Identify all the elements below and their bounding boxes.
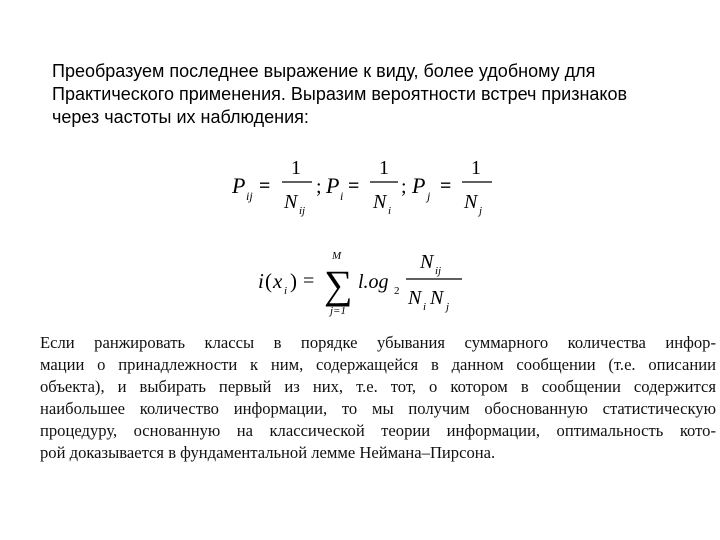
formula2-open-paren: (: [265, 269, 272, 293]
formula1-num-2: 1: [379, 158, 389, 179]
formula2-eq: =: [303, 270, 315, 292]
formula2-num-sub: ij: [435, 265, 442, 277]
formula2-log-base: 2: [394, 285, 400, 297]
paragraph-line: процедуру, основанную на классической теории информации, оптимальность кото-: [40, 421, 716, 440]
formula1-sep-2: ;: [401, 176, 407, 198]
formula1-den-2-sub: i: [388, 205, 392, 217]
formula1-p-j-sub: j: [427, 189, 431, 203]
formula2-den-n1: N: [408, 287, 422, 309]
formula2-num-n: N: [420, 251, 434, 273]
information-formula: [258, 248, 468, 320]
formula1-p-i-sub: i: [340, 189, 344, 203]
paragraph-line: Если ранжировать классы в порядке убывания суммарного количества инфор-: [40, 333, 716, 352]
formula2-i: i: [258, 269, 264, 293]
formula1-eq-1: =: [259, 175, 271, 197]
formula2-x: x: [273, 269, 283, 293]
formula2-lower-limit: j=1: [330, 305, 346, 317]
formula2-den-n2: N: [430, 287, 444, 309]
intro-line: Практического применения. Выразим вероятности встреч признаков: [52, 84, 628, 104]
formula1-num-3: 1: [471, 158, 481, 179]
paragraph-line: наибольшее количество информации, то мы получим обоснованную статистическую: [40, 399, 716, 418]
formula2-upper-limit: M: [332, 250, 342, 262]
formula1-num-1: 1: [291, 158, 301, 179]
formula2-x-sub: i: [284, 285, 288, 297]
formula1-den-3-n: N: [464, 191, 478, 213]
formula1-p-i: P: [326, 173, 340, 198]
formula1-p-ij: P: [232, 173, 246, 198]
formula1-eq-2: =: [348, 175, 360, 197]
formula1-sep-1: ;: [316, 176, 322, 198]
probability-formula: [230, 158, 500, 218]
formula2-log: l.og: [358, 271, 389, 293]
intro-paragraph: [52, 60, 712, 129]
formula1-eq-3: =: [440, 175, 452, 197]
formula1-den-1-sub: ij: [299, 205, 306, 217]
formula1-p-j: P: [412, 173, 426, 198]
intro-line: через частоты их наблюдения:: [52, 107, 309, 127]
formula2-close-paren: ): [290, 269, 297, 293]
formula1-p-ij-sub: ij: [246, 189, 253, 203]
paragraph-line: мации о принадлежности к ним, содержащейся в данном сообщении (т.е. описании: [40, 355, 716, 374]
intro-line: Преобразуем последнее выражение к виду, более удобному для: [52, 61, 596, 81]
paragraph-line: рой доказывается в фундаментальной лемме Неймана–Пирсона.: [40, 443, 496, 462]
formula1-den-1-n: N: [284, 191, 298, 213]
paragraph-line: объекта), и выбирать первый из них, т.е. тот, о котором в сообщении содержится: [40, 377, 716, 396]
formula2-sigma: ∑: [324, 262, 353, 307]
formula2-den-sub2: j: [446, 301, 450, 313]
formula2-den-sub1: i: [423, 301, 427, 313]
conclusion-paragraph: [40, 332, 716, 464]
formula1-den-3-sub: j: [479, 205, 483, 217]
formula1-den-2-n: N: [373, 191, 387, 213]
